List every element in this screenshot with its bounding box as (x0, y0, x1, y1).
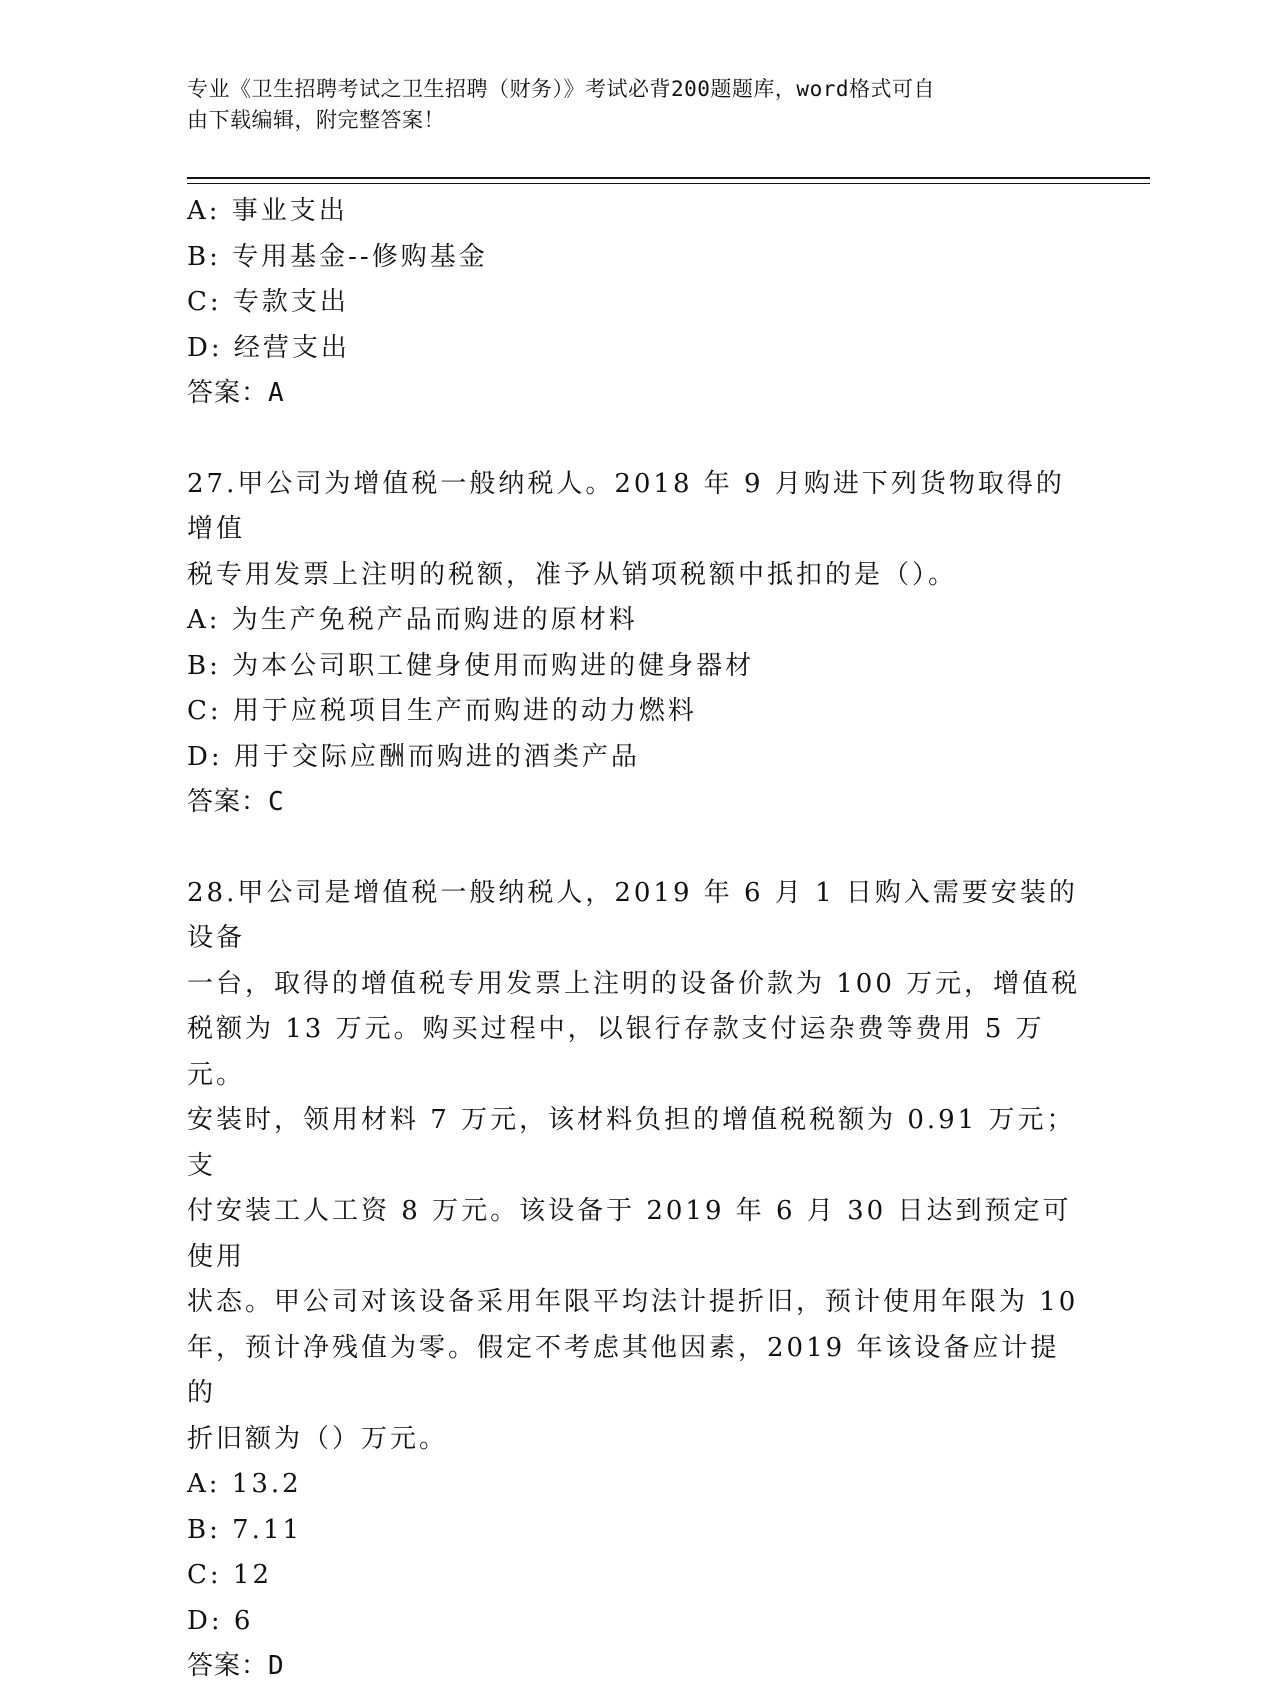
question-stem-line: 税额为 13 万元。购买过程中，以银行存款支付运杂费等费用 5 万元。 (187, 1014, 1045, 1090)
question-stem-line: 付安装工人工资 8 万元。该设备于 2019 年 6 月 30 日达到预定可使用 (187, 1196, 1072, 1272)
document-body (187, 189, 1087, 1690)
question-stem-line: 税专用发票上注明的税额，准予从销项税额中抵扣的是（）。 (187, 559, 958, 590)
answer-label: 答案：D (187, 1651, 285, 1681)
document-header (187, 74, 1067, 136)
option-d: D: 用于交际应酬而购进的酒类产品 (187, 741, 640, 772)
option-c: C: 12 (187, 1560, 273, 1590)
question-stem-line: 状态。甲公司对该设备采用年限平均法计提折旧，预计使用年限为 10 (187, 1287, 1079, 1317)
answer-label: 答案：A (187, 378, 285, 408)
option-b: B: 专用基金--修购基金 (187, 241, 488, 272)
header-divider-thick (187, 177, 1150, 179)
question-block-28 (187, 871, 1087, 1690)
option-c: C: 专款支出 (187, 287, 349, 317)
option-b: B: 为本公司职工健身使用而购进的健身器材 (187, 650, 755, 681)
option-a: A: 13.2 (187, 1469, 302, 1499)
question-block-27 (187, 462, 1087, 826)
header-divider-thin (187, 183, 1150, 184)
option-a: A: 事业支出 (187, 196, 348, 226)
header-line-2: 由下载编辑，附完整答案！ (187, 108, 445, 132)
answer-label: 答案：C (187, 787, 285, 817)
question-stem-line: 28.甲公司是增值税一般纳税人，2019 年 6 月 1 日购入需要安装的设备 (187, 877, 1078, 953)
option-b: B: 7.11 (187, 1514, 303, 1545)
question-block-26 (187, 189, 1087, 417)
question-stem-line: 一台，取得的增值税专用发票上注明的设备价款为 100 万元，增值税 (187, 968, 1081, 999)
question-stem-line: 折旧额为（）万元。 (187, 1423, 449, 1454)
option-a: A: 为生产免税产品而购进的原材料 (187, 605, 638, 635)
option-d: D: 6 (187, 1605, 254, 1636)
spacer (187, 417, 1087, 462)
question-stem-line: 年，预计净残值为零。假定不考虑其他因素，2019 年该设备应计提的 (187, 1332, 1060, 1408)
spacer (187, 826, 1087, 871)
option-c: C: 用于应税项目生产而购进的动力燃料 (187, 696, 697, 726)
question-stem-line: 27.甲公司为增值税一般纳税人。2018 年 9 月购进下列货物取得的增值 (187, 468, 1065, 544)
question-stem-line: 安装时，领用材料 7 万元，该材料负担的增值税税额为 0.91 万元；支 (187, 1105, 1076, 1181)
option-d: D: 经营支出 (187, 332, 350, 363)
header-line-1: 专业《卫生招聘考试之卫生招聘（财务）》考试必背200题题库，word格式可自 (187, 77, 935, 101)
